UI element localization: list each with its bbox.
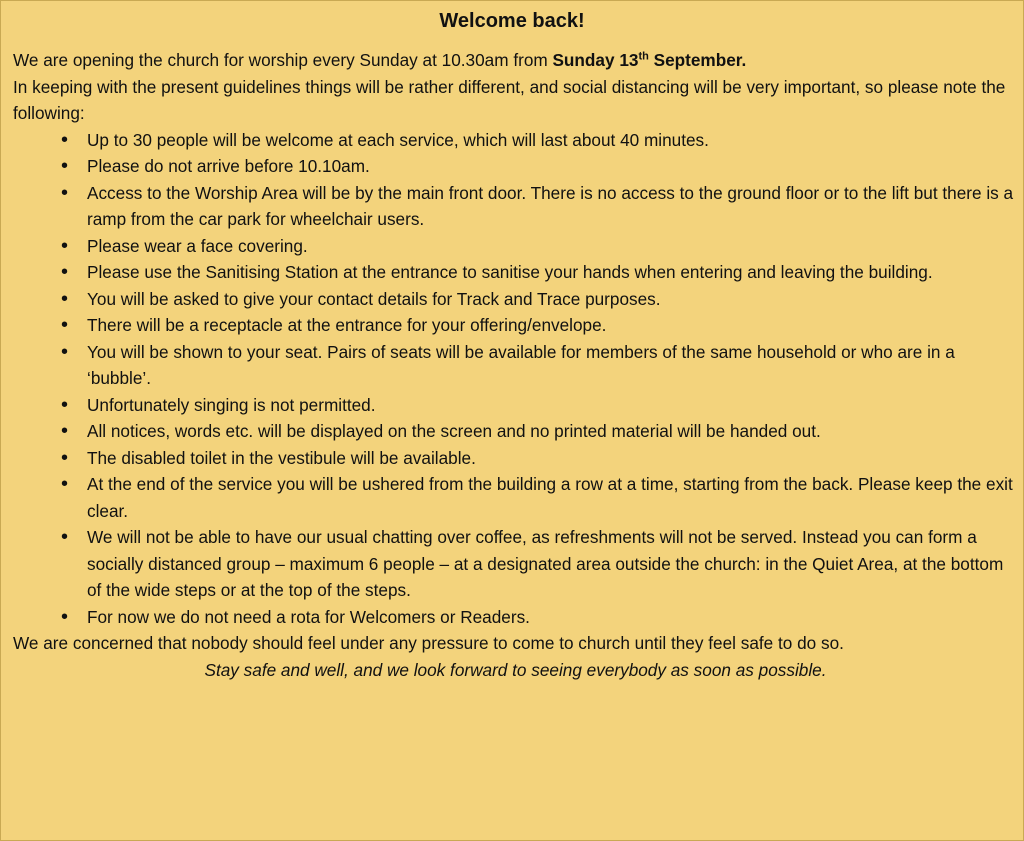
bullet-icon: • xyxy=(61,420,69,442)
notice-title: Welcome back! xyxy=(439,10,585,32)
guideline-item xyxy=(13,233,1018,260)
bullet-icon: • xyxy=(61,473,69,495)
guidelines-list xyxy=(13,127,1018,631)
guideline-text: Up to 30 people will be welcome at each service, which will last about 40 minutes. xyxy=(87,129,709,150)
guideline-text: You will be shown to your seat. Pairs of seats will be available for members of the same household or who are in a ‘bubble’. xyxy=(87,341,955,388)
outro-text: We are concerned that nobody should feel under any pressure to come to church until they feel safe to do so. xyxy=(13,633,844,653)
bullet-icon: • xyxy=(61,261,69,283)
guideline-text: There will be a receptacle at the entrance for your offering/envelope. xyxy=(87,315,607,335)
intro-line-1 xyxy=(13,47,1018,74)
bullet-icon: • xyxy=(61,234,69,257)
start-date-day: Sunday 13 xyxy=(552,50,639,70)
start-date-ordinal: th xyxy=(638,50,649,63)
guideline-text: All notices, words etc. will be displayed on the screen and no printed material will be handed out. xyxy=(87,421,821,441)
notice-body xyxy=(13,47,1018,683)
bullet-icon: • xyxy=(61,605,69,628)
start-date-month: September. xyxy=(648,50,747,70)
guideline-item xyxy=(13,153,1018,180)
guideline-text: You will be asked to give your contact details for Track and Trace purposes. xyxy=(87,288,661,309)
guideline-item xyxy=(13,127,1018,154)
guideline-text: At the end of the service you will be ushered from the building a row at a time, starting from the back. Please keep the exit clear. xyxy=(87,474,1013,521)
bullet-icon: • xyxy=(61,155,69,177)
bullet-icon: • xyxy=(61,340,69,363)
guideline-item xyxy=(13,339,1018,392)
guideline-text: For now we do not need a rota for Welcomers or Readers. xyxy=(87,606,530,627)
guideline-item xyxy=(13,312,1018,339)
guideline-text: Please do not arrive before 10.10am. xyxy=(87,156,370,176)
start-date xyxy=(552,50,746,70)
bullet-icon: • xyxy=(61,128,69,151)
bullet-icon: • xyxy=(61,287,69,310)
guideline-item xyxy=(13,392,1018,419)
bullet-icon: • xyxy=(61,526,69,548)
guideline-text: Please use the Sanitising Station at the entrance to sanitise your hands when entering and leaving the building. xyxy=(87,262,933,282)
guideline-text: The disabled toilet in the vestibule will be available. xyxy=(87,447,476,468)
guideline-item xyxy=(13,418,1018,445)
guideline-item xyxy=(13,180,1018,233)
guideline-item xyxy=(13,445,1018,472)
guideline-item xyxy=(13,286,1018,313)
guideline-text: Access to the Worship Area will be by the main front door. There is no access to the ground floor or to the lift but there is a ramp from the car park for wheelchair users. xyxy=(87,182,1014,229)
closing-message: Stay safe and well, and we look forward to seeing everybody as soon as possible. xyxy=(204,659,827,680)
bullet-icon: • xyxy=(61,181,69,204)
guideline-item xyxy=(13,524,1018,604)
guideline-text: We will not be able to have our usual chatting over coffee, as refreshments will not be served. Instead you can form a socially distanced group – maximum 6 people – at a designated area outside the church: in the Quiet Area, at the bottom of the wide steps or at the top of the steps. xyxy=(87,527,1004,600)
intro-line-1-text: We are opening the church for worship every Sunday at 10.30am from xyxy=(13,50,553,70)
guideline-item xyxy=(13,604,1018,631)
intro-line-2: In keeping with the present guidelines things will be rather different, and social distancing will be very important, so please note the following: xyxy=(13,76,1006,123)
guideline-item xyxy=(13,471,1018,524)
guideline-text: Please wear a face covering. xyxy=(87,235,308,256)
guideline-text: Unfortunately singing is not permitted. xyxy=(87,394,376,415)
bullet-icon: • xyxy=(61,446,69,469)
bullet-icon: • xyxy=(61,314,69,336)
guideline-item xyxy=(13,259,1018,286)
bullet-icon: • xyxy=(61,393,69,416)
